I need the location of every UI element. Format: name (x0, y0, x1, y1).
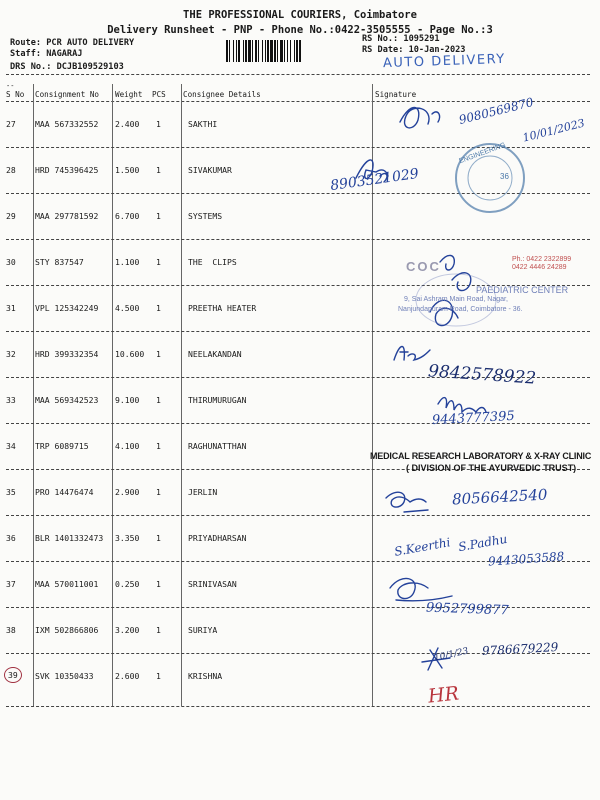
handwritten-phone: 9443053588 (487, 549, 565, 569)
row-pcs: 1 (156, 395, 161, 405)
col-weight: Weight (115, 90, 143, 99)
stamp-coc: COC (406, 259, 441, 274)
row-sno: 29 (6, 211, 16, 221)
row-consignment: HRD 399332354 (35, 349, 99, 359)
row-consignment: HRD 745396425 (35, 165, 99, 175)
row-consignment: PRO 14476474 (35, 487, 94, 497)
row-sno: 27 (6, 119, 16, 129)
handwritten-date: 10/1/23 (433, 646, 470, 664)
company-title: THE PROFESSIONAL COURIERS, Coimbatore (183, 9, 417, 21)
row-weight: 3.350 (115, 533, 140, 543)
row-sno: 37 (6, 579, 16, 589)
handwritten-phone: 9842578922 (427, 361, 537, 389)
handwritten-name: S.Padhu (457, 531, 509, 555)
col-consignee: Consignee Details (183, 90, 261, 99)
handwritten-phone: 9443777395 (431, 408, 516, 429)
row-consignee: RAGHUNATTHAN (188, 441, 247, 451)
row-consignment: MAA 569342523 (35, 395, 99, 405)
row-sno: 39 (4, 667, 22, 683)
row-consignee: SURIYA (188, 625, 218, 635)
row-weight: 10.600 (115, 349, 145, 359)
row-consignment: STY 837547 (35, 257, 84, 267)
handwritten-phone: 8903521029 (329, 165, 420, 195)
row-sno: 32 (6, 349, 16, 359)
signature-row-30 (440, 255, 471, 290)
row-pcs: 1 (156, 349, 161, 359)
row-pcs: 1 (156, 671, 161, 681)
stamp-phone: Ph.: 0422 2322899 (512, 256, 572, 263)
row-pcs: 1 (156, 487, 161, 497)
row-consignee: PREETHA HEATER (188, 303, 257, 313)
row-consignment: BLR 1401332473 (35, 533, 104, 543)
handwritten-date: 10/01/2023 (521, 116, 587, 145)
col-consignment: Consignment No (35, 90, 100, 99)
row-consignment: MAA 297781592 (35, 211, 99, 221)
row-sno: 34 (6, 441, 16, 451)
row-sno: 35 (6, 487, 16, 497)
col-sno: S No (6, 90, 25, 99)
col-signature: Signature (375, 90, 417, 99)
row-consignment: TRP 6089715 (35, 441, 89, 451)
row-pcs: 1 (156, 625, 161, 635)
row-sno: 36 (6, 533, 16, 543)
row-weight: 0.250 (115, 579, 140, 589)
stamp-center: PAEDIATRIC CENTER (476, 285, 569, 295)
rs-date: RS Date: 10-Jan-2023 (362, 45, 466, 55)
row-consignee: JERLIN (188, 487, 218, 497)
runsheet-title: Delivery Runsheet - PNP - Phone No.:0422-3505555 - Page No.:3 (107, 24, 493, 36)
row-consignment: IXM 502866806 (35, 625, 99, 635)
stamp-medical-lab: MEDICAL RESEARCH LABORATORY & X-RAY CLINIC (370, 451, 592, 461)
row-weight: 2.900 (115, 487, 140, 497)
route-label: Route: PCR AUTO DELIVERY (10, 38, 135, 48)
row-consignee: THIRUMURUGAN (188, 395, 247, 405)
stamp-address: 9, Sai Ashram Main Road, Nagar, (404, 296, 508, 303)
row-sno: 28 (6, 165, 16, 175)
row-consignee: SIVAKUMAR (188, 165, 232, 175)
row-consignment: MAA 567332552 (35, 119, 99, 129)
signature-row-27 (400, 108, 440, 128)
row-consignee: PRIYADHARSAN (188, 533, 247, 543)
row-weight: 6.700 (115, 211, 140, 221)
row-consignee: SYSTEMS (188, 211, 223, 221)
handwritten-phone: 8056642540 (451, 485, 548, 509)
row-pcs: 1 (156, 257, 161, 267)
row-consignee: KRISHNA (188, 671, 223, 681)
row-consignee: SAKTHI (188, 119, 218, 129)
row-weight: 2.400 (115, 119, 140, 129)
row-consignment: MAA 570011001 (35, 579, 99, 589)
handwritten-initials: HR (426, 682, 460, 708)
stamp-engineering: ENGINEERING (458, 141, 507, 166)
row-weight: 2.600 (115, 671, 140, 681)
row-pcs: 1 (156, 441, 161, 451)
signature-row-35 (386, 492, 428, 512)
drs-number: DRS No.: DCJB109529103 (10, 62, 124, 72)
rs-number: RS No.: 1095291 (362, 34, 440, 44)
row-pcs: 1 (156, 579, 161, 589)
delivery-runsheet: THE PROFESSIONAL COURIERS, Coimbatore Delivery Runsheet - PNP - Phone No.:0422-3505555 - Page No.:3 Route: PCR AUTO DELIVERY Staff: NAGARAJ DRS No.: DCJB109529103 RS No.: 1095291 RS Date: 10-Jan-2023 AUTO DELIVERY -- S No Consignment No Weight PCS Consignee Details Signature 27 MAA 567332552 2.400 1 SAKTHI 28 HRD 745396425 1.500 1 SIVAKUMAR 29 MAA 297781592 6.700 1 SYSTEMS 30 STY 837547 1.100 1 THE CLIPS 31 VPL 125342249 4.500 1 PREETHA HEATER 32 HRD 399332354 10.600 1 NEELAKANDAN 33 MAA 569342523 9.100 1 THIRUMURUGAN 34 TRP 6089715 4.100 1 RAGHUNATTHAN 35 PRO 14476474 2.900 1 JERLIN 36 BLR 1401332473 3.350 1 PRIYADHARSAN 37 MAA 570011001 0.250 1 SRINIVASAN 38 IXM 502866806 3.200 1 SURIYA 39 SVK 10350433 2.600 1 KRISHNA 9080569870 10/01/2023 8903521029 ENGINEERING 36 COC Ph.: 0422 2322899 0422 4446 24289 PAEDIATRIC CENTER 9, Sai Ashram Main Road, Nagar, Nanjundapuram Road, Coimbatore - 36. 9842578922 9443777395 MEDICAL RESEARCH LABORATORY & X-RAY CLINIC ( DIVISION OF THE AYURVEDIC TRUST) 8056642540 S.Keerthi S.Padhu 9443053588 9952799877 10/1/23 9786679229 HR (0, 0, 600, 800)
row-weight: 1.100 (115, 257, 140, 267)
row-sno: 31 (6, 303, 16, 313)
handwritten-phone: 9786679229 (481, 640, 559, 658)
row-weight: 3.200 (115, 625, 140, 635)
stamp-number: 36 (500, 172, 509, 181)
handwritten-phone: 9952799877 (425, 600, 509, 619)
row-consignee: THE CLIPS (188, 257, 237, 267)
row-pcs: 1 (156, 533, 161, 543)
row-sno: 33 (6, 395, 16, 405)
auto-delivery-stamp: AUTO DELIVERY (382, 51, 506, 72)
signature-row-32 (394, 347, 430, 361)
row-consignee: SRINIVASAN (188, 579, 237, 589)
handwritten-name: S.Keerthi (393, 535, 452, 559)
col-pcs: PCS (152, 90, 166, 99)
stamp-address: Nanjundapuram Road, Coimbatore - 36. (398, 306, 523, 313)
row-sno: 30 (6, 257, 16, 267)
row-pcs: 1 (156, 119, 161, 129)
row-weight: 4.500 (115, 303, 140, 313)
row-weight: 4.100 (115, 441, 140, 451)
signature-row-37 (390, 578, 452, 600)
row-sno: 38 (6, 625, 16, 635)
row-pcs: 1 (156, 165, 161, 175)
row-consignment: VPL 125342249 (35, 303, 99, 313)
stamp-medical-division: ( DIVISION OF THE AYURVEDIC TRUST) (406, 463, 577, 473)
row-weight: 1.500 (115, 165, 140, 175)
staff-label: Staff: NAGARAJ (10, 49, 83, 59)
row-consignee: NEELAKANDAN (188, 349, 242, 359)
handwritten-phone: 9080569870 (457, 94, 535, 128)
stamp-phone: 0422 4446 24289 (512, 264, 567, 271)
row-pcs: 1 (156, 303, 161, 313)
row-consignment: SVK 10350433 (35, 671, 94, 681)
row-pcs: 1 (156, 211, 161, 221)
row-weight: 9.100 (115, 395, 140, 405)
